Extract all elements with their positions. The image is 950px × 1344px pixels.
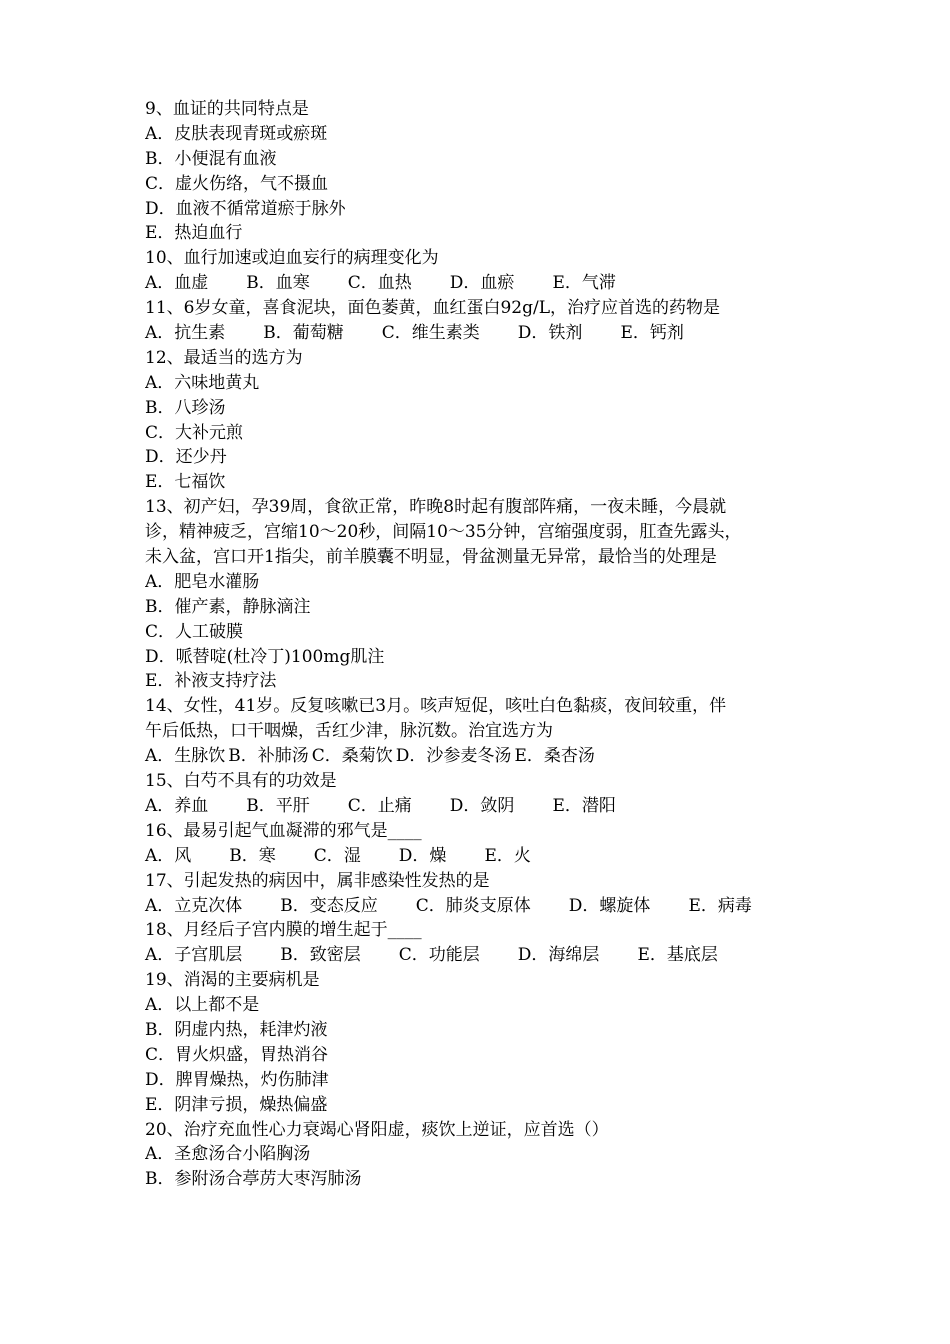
- question-stem: 14、女性，41岁。反复咳嗽已3月。咳声短促，咳吐白色黏痰，夜间较重，伴: [145, 696, 727, 717]
- answer-options-row: [145, 894, 815, 919]
- answer-option: A．六味地黄丸: [145, 372, 260, 393]
- answer-option: E．基底层: [637, 945, 718, 966]
- answer-option: D．海绵层: [517, 945, 600, 966]
- answer-option: A．子宫肌层: [145, 945, 243, 966]
- answer-option: A．抗生素: [145, 323, 226, 344]
- answer-option: B．葡萄糖: [263, 323, 344, 344]
- question-stem: 12、最适当的选方为: [145, 347, 303, 368]
- answer-option: D．还少丹: [145, 447, 227, 468]
- question-2: [145, 296, 815, 346]
- answer-option: C．人工破膜: [145, 621, 244, 642]
- answer-option: E．桑杏汤: [514, 746, 595, 767]
- question-10: [145, 968, 815, 1117]
- question-stem: 18、月经后子宫内膜的增生起于____: [145, 920, 422, 941]
- answer-option: B．八珍汤: [145, 397, 226, 418]
- answer-option: D．螺旋体: [568, 895, 651, 916]
- answer-options-row: [145, 943, 815, 968]
- answer-option: B．变态反应: [280, 895, 378, 916]
- answer-option: B．补肺汤: [228, 746, 309, 767]
- question-stem: 20、治疗充血性心力衰竭心肾阳虚，痰饮上逆证，应首选（）: [145, 1119, 609, 1140]
- question-stem: 19、消渴的主要病机是: [145, 970, 320, 991]
- answer-option: B．致密层: [280, 945, 361, 966]
- question-6: [145, 769, 815, 819]
- answer-option: E．气滞: [552, 273, 616, 294]
- answer-option: C．维生素类: [381, 323, 480, 344]
- answer-option: B．参附汤合葶苈大枣泻肺汤: [145, 1169, 362, 1190]
- answer-option: A．血虚: [145, 273, 209, 294]
- question-stem: 诊，精神疲乏，宫缩10～20秒，间隔10～35分钟，宫缩强度弱，肛查先露头，: [145, 522, 742, 543]
- answer-options-row: [145, 744, 815, 769]
- answer-option: B．阴虚内热，耗津灼液: [145, 1019, 328, 1040]
- answer-option: B．催产素，静脉滴注: [145, 596, 311, 617]
- answer-option: E．补液支持疗法: [145, 671, 277, 692]
- answer-option: D．沙参麦冬汤: [395, 746, 512, 767]
- question-9: [145, 918, 815, 968]
- question-4: [145, 495, 815, 694]
- answer-option: E．潜阳: [552, 795, 616, 816]
- answer-option: A．皮肤表现青斑或瘀斑: [145, 123, 328, 144]
- question-stem: 13、初产妇，孕39周，食欲正常，昨晚8时起有腹部阵痛，一夜未睡，今晨就: [145, 497, 727, 518]
- answer-options-row: [145, 271, 815, 296]
- answer-option: D．血瘀: [449, 273, 515, 294]
- answer-option: C．虚火伤络，气不摄血: [145, 173, 329, 194]
- answer-option: C．血热: [347, 273, 412, 294]
- question-stem: 9、血证的共同特点是: [145, 99, 309, 119]
- question-3: [145, 346, 815, 495]
- question-1: [145, 246, 815, 296]
- answer-option: C．功能层: [398, 945, 480, 966]
- answer-option: A．立克次体: [145, 895, 243, 916]
- answer-option: D．脾胃燥热，灼伤肺津: [145, 1069, 329, 1090]
- answer-option: E．热迫血行: [145, 223, 243, 244]
- question-stem: 17、引起发热的病因中，属非感染性发热的是: [145, 870, 490, 891]
- question-list: [145, 97, 815, 1192]
- answer-option: C．湿: [313, 845, 361, 866]
- answer-options-row: [145, 794, 815, 819]
- answer-option: A．养血: [145, 795, 209, 816]
- answer-option: A．生脉饮: [145, 746, 226, 767]
- answer-options-row: [145, 844, 815, 869]
- answer-option: C．大补元煎: [145, 422, 244, 443]
- question-7: [145, 819, 815, 869]
- answer-option: E．病毒: [688, 895, 752, 916]
- answer-option: E．七福饮: [145, 472, 226, 493]
- answer-option: C．肺炎支原体: [415, 895, 531, 916]
- answer-option: D．燥: [398, 845, 447, 866]
- answer-option: E．钙剂: [620, 323, 684, 344]
- answer-option: D．铁剂: [517, 323, 583, 344]
- answer-option: E．火: [484, 845, 531, 866]
- question-stem: 15、白芍不具有的功效是: [145, 771, 337, 792]
- question-stem: 10、血行加速或迫血妄行的病理变化为: [145, 248, 439, 269]
- question-stem: 午后低热，口干咽燥，舌红少津，脉沉数。治宜选方为: [145, 721, 553, 742]
- answer-option: A．风: [145, 845, 192, 866]
- question-stem: 未入盆，宫口开1指尖，前羊膜囊不明显，骨盆测量无异常，最恰当的处理是: [145, 547, 717, 568]
- question-stem: 16、最易引起气血凝滞的邪气是____: [145, 820, 422, 841]
- answer-option: D．敛阴: [449, 795, 515, 816]
- answer-option: D．哌替啶(杜冷丁)100mg肌注: [145, 646, 385, 667]
- answer-option: B．寒: [229, 845, 276, 866]
- question-0: [145, 97, 815, 246]
- question-8: [145, 869, 815, 919]
- answer-option: A．圣愈汤合小陷胸汤: [145, 1144, 311, 1165]
- answer-option: C．桑菊饮: [311, 746, 393, 767]
- answer-option: C．胃火炽盛，胃热消谷: [145, 1044, 329, 1065]
- answer-option: B．小便混有血液: [145, 148, 277, 169]
- question-5: [145, 694, 815, 769]
- question-stem: 11、6岁女童，喜食泥块，面色萎黄，血红蛋白92g/L，治疗应首选的药物是: [145, 298, 720, 319]
- answer-option: A．肥皂水灌肠: [145, 571, 260, 592]
- answer-option: E．阴津亏损，燥热偏盛: [145, 1094, 328, 1115]
- answer-option: C．止痛: [347, 795, 412, 816]
- answer-option: B．平肝: [246, 795, 310, 816]
- question-11: [145, 1118, 815, 1193]
- answer-options-row: [145, 321, 815, 346]
- answer-option: A．以上都不是: [145, 995, 260, 1016]
- answer-option: B．血寒: [246, 273, 310, 294]
- answer-option: D．血液不循常道瘀于脉外: [145, 198, 346, 219]
